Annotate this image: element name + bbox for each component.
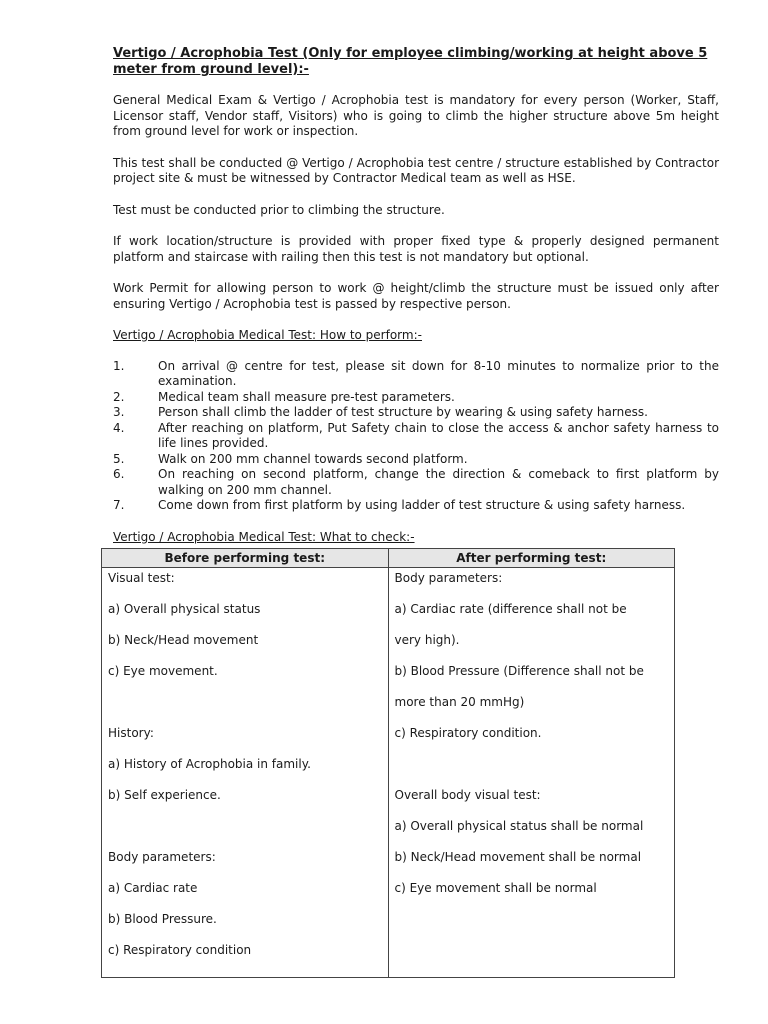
before-line — [108, 819, 382, 835]
after-header: After performing test: — [388, 549, 675, 568]
paragraph-optional: If work location/structure is provided with proper fixed type & properly designed permanent platform and staircase with railing then this test is not mandatory but optional. — [113, 234, 719, 264]
after-line — [395, 757, 669, 773]
before-line — [108, 695, 382, 711]
table-row — [102, 568, 675, 978]
step-number: 4. — [113, 420, 125, 435]
before-line: c) Respiratory condition — [108, 943, 252, 957]
step-text: On arrival @ centre for test, please sit down for 8-10 minutes to normalize prior to the examination. — [158, 358, 719, 388]
before-line: Body parameters: — [108, 850, 216, 864]
check-table — [101, 548, 675, 978]
step-number: 7. — [113, 498, 125, 512]
after-line: a) Overall physical status shall be normal — [394, 819, 644, 833]
step-number: 5. — [113, 451, 125, 466]
before-line: History: — [108, 726, 154, 740]
step-text: Person shall climb the ladder of test structure by wearing & using safety harness. — [158, 405, 648, 419]
after-line: c) Eye movement shall be normal — [394, 881, 597, 895]
document-title: Vertigo / Acrophobia Test (Only for employee climbing/working at height above 5 meter from ground level):- — [113, 46, 708, 77]
table-header-row — [102, 549, 675, 568]
step-text: Walk on 200 mm channel towards second platform. — [158, 451, 468, 466]
step-number: 6. — [113, 467, 125, 481]
before-header: Before performing test: — [102, 549, 389, 568]
after-line: b) Neck/Head movement shall be normal — [394, 850, 642, 864]
after-line: very high). — [394, 633, 460, 647]
after-line: c) Respiratory condition. — [394, 726, 542, 740]
after-line: a) Cardiac rate (difference shall not be — [394, 602, 627, 616]
paragraph-prior: Test must be conducted prior to climbing the structure. — [113, 202, 445, 217]
paragraph-work-permit: Work Permit for allowing person to work @ height/climb the structure must be issued only after ensuring Vertigo / Acrophobia test is passed by respective person. — [113, 281, 719, 311]
list-item — [113, 467, 719, 498]
paragraph-conducted: This test shall be conducted @ Vertigo / Acrophobia test centre / structure established by Contractor project site & must be witnessed by Contractor Medical team as well as HSE. — [113, 155, 719, 185]
before-line: c) Eye movement. — [108, 664, 218, 678]
step-number: 1. — [113, 358, 125, 373]
before-line: b) Self experience. — [108, 788, 221, 802]
after-line: Body parameters: — [394, 571, 503, 585]
paragraph-mandatory: General Medical Exam & Vertigo / Acrophobia test is mandatory for every person (Worker, Staff, Licensor staff, Vendor staff, Visitors) who is going to climb the higher structure above 5m height from ground level for work or inspection. — [113, 93, 719, 138]
list-item — [113, 452, 719, 468]
before-line: Visual test: — [108, 571, 175, 585]
after-line: more than 20 mmHg) — [394, 695, 525, 709]
step-number: 2. — [113, 389, 125, 404]
step-text: After reaching on platform, Put Safety chain to close the access & anchor safety harness to life lines provided. — [158, 420, 719, 450]
how-to-perform-heading: Vertigo / Acrophobia Medical Test: How to perform:- — [113, 328, 422, 342]
steps-list — [113, 359, 719, 514]
list-item — [113, 421, 719, 452]
before-line: a) Overall physical status — [108, 602, 261, 616]
list-item — [113, 390, 719, 406]
before-line: b) Blood Pressure. — [108, 912, 217, 926]
before-line: a) Cardiac rate — [108, 881, 198, 895]
before-line: a) History of Acrophobia in family. — [108, 757, 311, 771]
list-item — [113, 359, 719, 390]
after-line: Overall body visual test: — [394, 788, 541, 802]
what-to-check-heading: Vertigo / Acrophobia Medical Test: What to check:- — [113, 529, 415, 544]
before-cell — [102, 568, 389, 978]
step-number: 3. — [113, 405, 125, 419]
step-text: On reaching on second platform, change the direction & comeback to first platform by walking on 200 mm channel. — [158, 467, 719, 497]
step-text: Come down from first platform by using ladder of test structure & using safety harness. — [158, 498, 686, 512]
after-line: b) Blood Pressure (Difference shall not be — [394, 664, 644, 678]
list-item — [113, 498, 719, 514]
after-cell — [388, 568, 675, 978]
document-page — [113, 46, 719, 545]
before-line: b) Neck/Head movement — [108, 633, 259, 647]
step-text: Medical team shall measure pre-test parameters. — [158, 389, 455, 404]
list-item — [113, 405, 719, 421]
